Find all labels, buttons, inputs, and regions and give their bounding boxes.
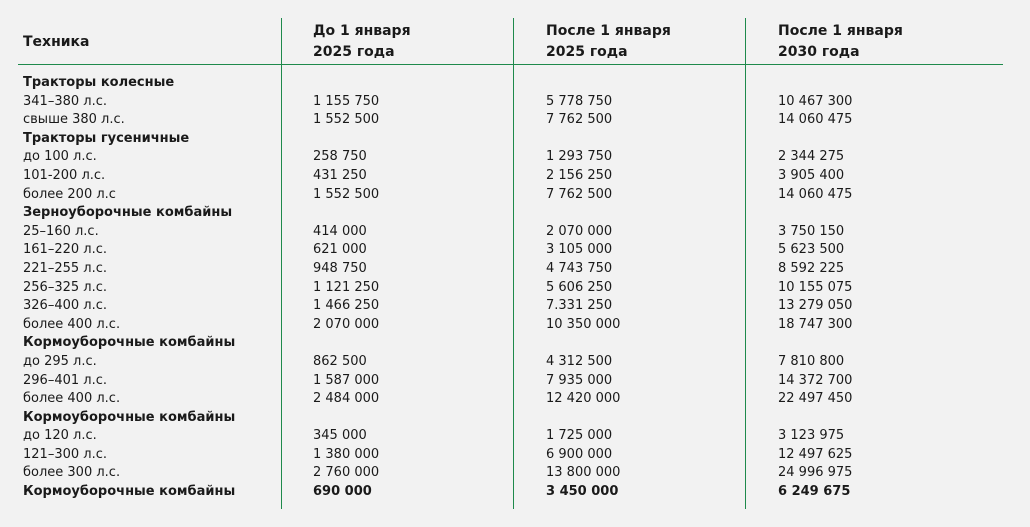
- row-label: 341–380 л.с.: [23, 93, 107, 109]
- group-row: [0, 130, 1030, 149]
- value-before-2025: 1 552 500: [313, 186, 380, 202]
- value-after-2030: 8 592 225: [778, 260, 845, 276]
- value-before-2025: 258 750: [313, 149, 367, 165]
- value-after-2030: 5 623 500: [778, 242, 845, 258]
- table-row: [0, 372, 1030, 391]
- value-before-2025: 1 380 000: [313, 446, 380, 462]
- value-before-2025: 2 070 000: [313, 316, 380, 332]
- header-col-before-2025-line2: 2025 года: [313, 44, 395, 60]
- value-after-2030: 2 344 275: [778, 149, 845, 165]
- value-after-2025: 7.331 250: [546, 298, 613, 314]
- table-row: [0, 353, 1030, 372]
- row-label: 101-200 л.с.: [23, 167, 106, 183]
- header-col-after-2025: [546, 21, 671, 63]
- table-row: [0, 148, 1030, 167]
- group-row: [0, 334, 1030, 353]
- value-after-2030: 24 996 975: [778, 465, 853, 481]
- header-col-after-2030: [778, 21, 903, 63]
- group-row: [0, 74, 1030, 93]
- table-row: [0, 223, 1030, 242]
- table-header: [0, 0, 1030, 64]
- table-row: [0, 446, 1030, 465]
- row-label: более 300 л.с.: [23, 465, 121, 481]
- value-after-2030: 13 279 050: [778, 298, 853, 314]
- table-row: [0, 186, 1030, 205]
- row-label: до 100 л.с.: [23, 149, 97, 165]
- value-after-2030: 3 123 975: [778, 428, 845, 444]
- value-after-2025: 2 070 000: [546, 223, 613, 239]
- value-before-2025: 621 000: [313, 242, 367, 258]
- table-body: [0, 74, 1030, 502]
- header-col-after-2025-line2: 2025 года: [546, 44, 628, 60]
- table-row: [0, 260, 1030, 279]
- value-after-2025: 4 312 500: [546, 353, 613, 369]
- value-before-2025: 1 466 250: [313, 298, 380, 314]
- value-after-2030: 7 810 800: [778, 353, 845, 369]
- value-after-2030: 6 249 675: [778, 484, 851, 500]
- value-before-2025: 345 000: [313, 428, 367, 444]
- table-row: [0, 297, 1030, 316]
- value-before-2025: 1 121 250: [313, 279, 380, 295]
- value-after-2030: 12 497 625: [778, 446, 853, 462]
- header-col-after-2025-line1: После 1 января: [546, 23, 671, 39]
- value-after-2025: 3 105 000: [546, 242, 613, 258]
- table-row: [0, 316, 1030, 335]
- value-after-2030: 14 060 475: [778, 112, 853, 128]
- group-row: [0, 204, 1030, 223]
- row-label: 121–300 л.с.: [23, 446, 107, 462]
- row-label: свыше 380 л.с.: [23, 112, 125, 128]
- value-after-2025: 5 778 750: [546, 93, 613, 109]
- row-label: Кормоуборочные комбайны: [23, 409, 236, 425]
- table-row: [0, 241, 1030, 260]
- value-after-2025: 6 900 000: [546, 446, 613, 462]
- table-row: [0, 279, 1030, 298]
- value-after-2030: 10 467 300: [778, 93, 853, 109]
- value-after-2025: 7 762 500: [546, 112, 613, 128]
- value-before-2025: 1 587 000: [313, 372, 380, 388]
- group-row: [0, 409, 1030, 428]
- value-after-2030: 18 747 300: [778, 316, 853, 332]
- value-before-2025: 414 000: [313, 223, 367, 239]
- table-row: [0, 390, 1030, 409]
- header-col-equipment: Техника: [23, 34, 90, 50]
- value-after-2025: 7 935 000: [546, 372, 613, 388]
- value-before-2025: 1 552 500: [313, 112, 380, 128]
- header-col-before-2025-line1: До 1 января: [313, 23, 411, 39]
- row-label: Кормоуборочные комбайны: [23, 484, 236, 500]
- value-before-2025: 1 155 750: [313, 93, 380, 109]
- header-col-after-2030-line2: 2030 года: [778, 44, 860, 60]
- value-before-2025: 862 500: [313, 353, 367, 369]
- table-row: [0, 464, 1030, 483]
- value-after-2025: 3 450 000: [546, 484, 619, 500]
- value-after-2025: 13 800 000: [546, 465, 621, 481]
- row-label: Зерноуборочные комбайны: [23, 205, 233, 221]
- row-label: 256–325 л.с.: [23, 279, 107, 295]
- header-col-before-2025: [313, 21, 411, 63]
- value-after-2030: 14 372 700: [778, 372, 853, 388]
- header-col-after-2030-line1: После 1 января: [778, 23, 903, 39]
- table-row: [0, 427, 1030, 446]
- row-label: 221–255 л.с.: [23, 260, 107, 276]
- row-label: Кормоуборочные комбайны: [23, 335, 236, 351]
- row-label: более 200 л.с: [23, 186, 116, 202]
- table-row: [0, 167, 1030, 186]
- value-after-2025: 4 743 750: [546, 260, 613, 276]
- value-after-2025: 10 350 000: [546, 316, 621, 332]
- header-divider: [18, 64, 1003, 65]
- table-row: [0, 93, 1030, 112]
- value-before-2025: 948 750: [313, 260, 367, 276]
- value-after-2030: 22 497 450: [778, 391, 853, 407]
- value-after-2025: 7 762 500: [546, 186, 613, 202]
- value-after-2025: 1 293 750: [546, 149, 613, 165]
- value-after-2030: 14 060 475: [778, 186, 853, 202]
- row-label: до 295 л.с.: [23, 353, 97, 369]
- row-label: 296–401 л.с.: [23, 372, 107, 388]
- row-label: до 120 л.с.: [23, 428, 97, 444]
- row-label: 25–160 л.с.: [23, 223, 99, 239]
- value-after-2025: 2 156 250: [546, 167, 613, 183]
- value-before-2025: 690 000: [313, 484, 372, 500]
- value-before-2025: 2 484 000: [313, 391, 380, 407]
- row-label: 326–400 л.с.: [23, 298, 107, 314]
- value-after-2030: 3 750 150: [778, 223, 845, 239]
- value-before-2025: 431 250: [313, 167, 367, 183]
- row-label: 161–220 л.с.: [23, 242, 107, 258]
- value-after-2030: 3 905 400: [778, 167, 845, 183]
- row-label: более 400 л.с.: [23, 316, 121, 332]
- table-row: [0, 111, 1030, 130]
- value-after-2025: 1 725 000: [546, 428, 613, 444]
- row-label: Тракторы гусеничные: [23, 130, 190, 146]
- value-after-2030: 10 155 075: [778, 279, 853, 295]
- value-before-2025: 2 760 000: [313, 465, 380, 481]
- value-after-2025: 5 606 250: [546, 279, 613, 295]
- value-after-2025: 12 420 000: [546, 391, 621, 407]
- total-row: [0, 483, 1030, 502]
- row-label: Тракторы колесные: [23, 75, 175, 90]
- row-label: более 400 л.с.: [23, 391, 121, 407]
